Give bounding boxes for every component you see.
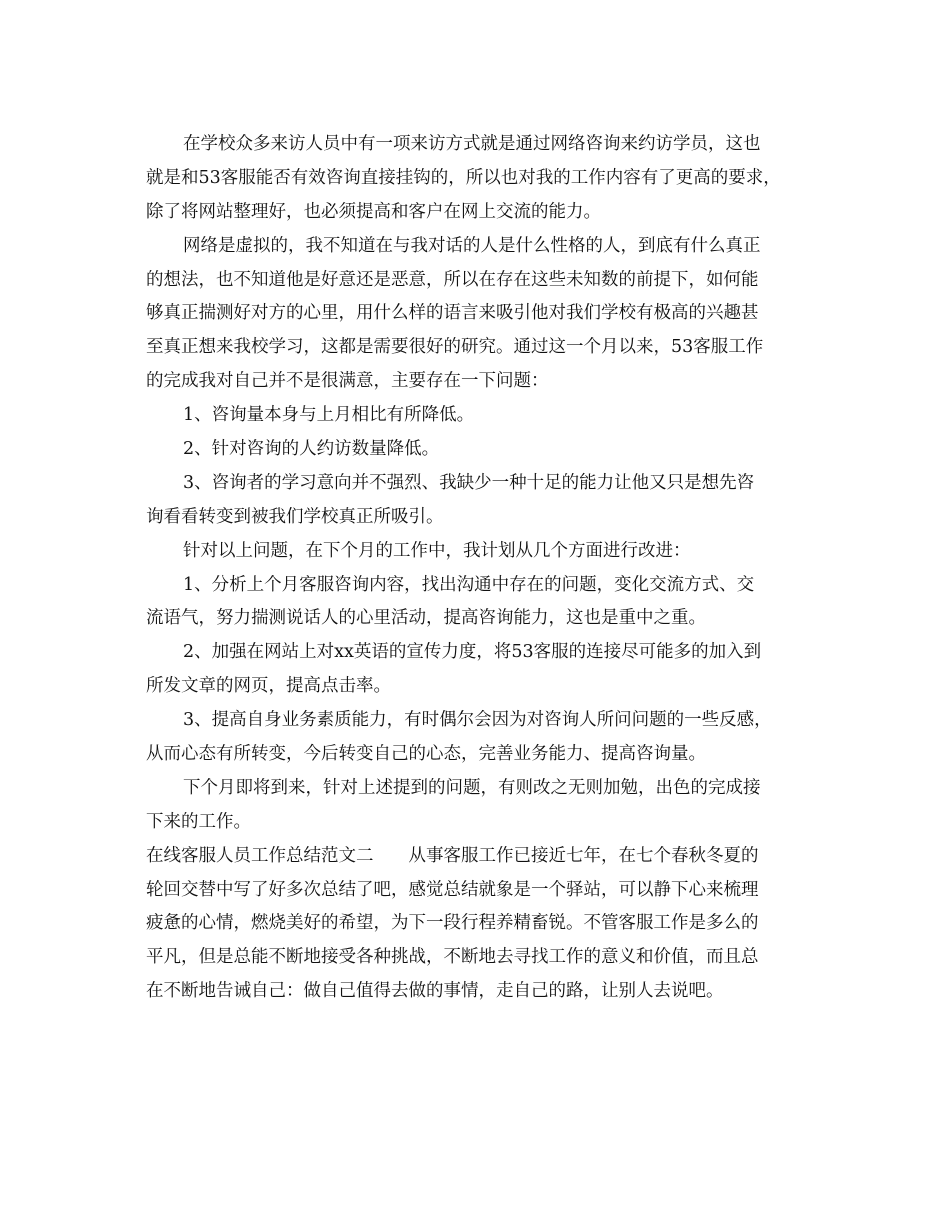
- text-line: 疲惫的心情，燃烧美好的希望，为下一段行程养精畜锐。不管客服工作是多么的: [146, 913, 759, 934]
- text-line: 在线客服人员工作总结范文二 从事客服工作已接近七年，在七个春秋冬夏的: [146, 845, 759, 866]
- text-line: 轮回交替中写了好多次总结了吧，感觉总结就象是一个驿站，可以静下心来梳理: [146, 879, 759, 900]
- text-line: 1、分析上个月客服咨询内容，找出沟通中存在的问题，变化交流方式、交: [183, 574, 755, 595]
- text-line: 2、加强在网站上对xx英语的宣传力度，将53客服的连接尽可能多的加入到: [183, 642, 762, 663]
- text-line: 询看看转变到被我们学校真正所吸引。: [146, 506, 444, 527]
- text-line: 3、咨询者的学习意向并不强烈、我缺少一种十足的能力让他又只是想先咨: [183, 472, 755, 493]
- text-line: 在不断地告诫自己：做自己值得去做的事情，走自己的路，让别人去说吧。: [146, 981, 724, 1002]
- text-line: 下来的工作。: [146, 811, 251, 832]
- text-line: 平凡，但是总能不断地接受各种挑战，不断地去寻找工作的意义和价值，而且总: [146, 947, 759, 968]
- text-line: 从而心态有所转变，今后转变自己的心态，完善业务能力、提高咨询量。: [146, 744, 706, 765]
- text-line: 的想法，也不知道他是好意还是恶意，所以在存在这些未知数的前提下，如何能: [146, 269, 759, 290]
- text-line: 的完成我对自己并不是很满意，主要存在一下问题：: [146, 371, 549, 392]
- text-line: 1、咨询量本身与上月相比有所降低。: [183, 405, 475, 426]
- text-line: 针对以上问题，在下个月的工作中，我计划从几个方面进行改进：: [183, 540, 691, 561]
- text-line: 至真正想来我校学习，这都是需要很好的研究。通过这一个月以来，53客服工作: [146, 337, 764, 358]
- text-line: 除了将网站整理好，也必须提高和客户在网上交流的能力。: [146, 201, 601, 222]
- text-line: 下个月即将到来，针对上述提到的问题，有则改之无则加勉，出色的完成接: [183, 777, 761, 798]
- text-line: 在学校众多来访人员中有一项来访方式就是通过网络咨询来约访学员，这也: [183, 134, 761, 154]
- text-line: 网络是虚拟的，我不知道在与我对话的人是什么性格的人，到底有什么真正: [183, 235, 761, 256]
- text-line: 流语气，努力揣测说话人的心里活动，提高咨询能力，这也是重中之重。: [146, 608, 706, 629]
- document-body: [146, 128, 816, 1009]
- text-line: 够真正揣测好对方的心里，用什么样的语言来吸引他对我们学校有极高的兴趣甚: [146, 303, 759, 324]
- text-line: 就是和53客服能否有效咨询直接挂钩的，所以也对我的工作内容有了更高的要求，: [146, 167, 781, 188]
- text-line: 所发文章的网页，提高点击率。: [146, 676, 391, 697]
- text-line: 3、提高自身业务素质能力，有时偶尔会因为对咨询人所问问题的一些反感，: [183, 710, 772, 731]
- text-line: 2、针对咨询的人约访数量降低。: [183, 439, 440, 460]
